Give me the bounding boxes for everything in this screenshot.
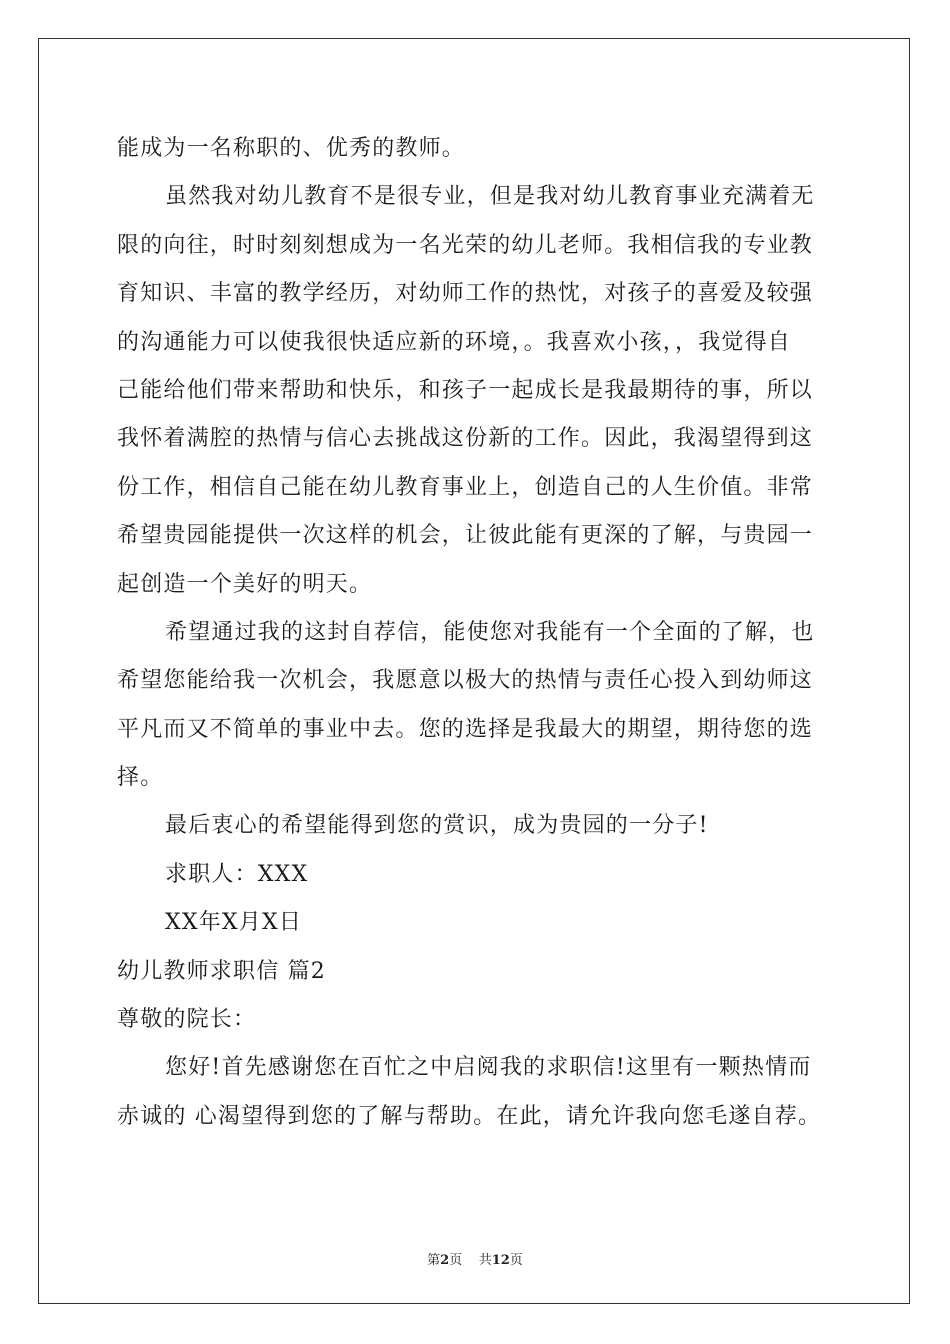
- text-line: 的沟通能力可以使我很快适应新的环境，。我喜欢小孩，，我觉得自: [117, 329, 792, 355]
- text-line: 起创造一个美好的明天。: [117, 571, 373, 597]
- text-line: 育知识、丰富的教学经历，对幼师工作的热忱，对孩子的喜爱及较强: [117, 281, 814, 307]
- text-line: 限的向往，时时刻刻想成为一名光荣的幼儿老师。我相信我的专业教: [117, 232, 814, 258]
- text-line: 希望您能给我一次机会，我愿意以极大的热情与责任心投入到幼师这: [117, 668, 814, 694]
- signature-line: 求职人：XXX: [165, 861, 309, 887]
- text-line: 择。: [117, 765, 164, 791]
- page-prefix: 第: [427, 1253, 441, 1268]
- section-title: 幼儿教师求职信 篇2: [117, 958, 326, 984]
- text-line: 希望贵园能提供一次这样的机会，让彼此能有更深的了解，与贵园一: [117, 523, 814, 549]
- page-suffix: 页: [449, 1253, 463, 1268]
- text-line: 您好!首先感谢您在百忙之中启阅我的求职信!这里有一颗热情而: [165, 1055, 812, 1081]
- text-line: 能成为一名称职的、优秀的教师。: [117, 136, 466, 161]
- text-line: 希望通过我的这封自荐信，能使您对我能有一个全面的了解，也: [165, 619, 815, 645]
- text-line: 己能给他们带来帮助和快乐，和孩子一起成长是我最期待的事，所以: [117, 377, 814, 403]
- text-line: 份工作，相信自己能在幼儿教育事业上，创造自己的人生价值。非常: [117, 474, 814, 500]
- text-line: 平凡而又不简单的事业中去。您的选择是我最大的期望，期待您的选: [117, 716, 814, 742]
- page-current: 2: [440, 1253, 450, 1268]
- salutation: 尊敬的院长：: [117, 1007, 257, 1033]
- page-footer: [0, 1249, 950, 1268]
- text-line: 我怀着满腔的热情与信心去挑战这份新的工作。因此，我渴望得到这: [117, 426, 814, 452]
- page-total: 12: [491, 1253, 510, 1268]
- total-prefix: 共: [478, 1253, 492, 1268]
- text-line: 虽然我对幼儿教育不是很专业，但是我对幼儿教育事业充满着无: [165, 184, 815, 210]
- document-body: [117, 125, 835, 1141]
- text-line: 赤诚的 心渴望得到您的了解与帮助。在此，请允许我向您毛遂自荐。: [117, 1103, 822, 1129]
- text-line: 最后衷心的希望能得到您的赏识，成为贵园的一分子!: [165, 813, 709, 839]
- total-suffix: 页: [509, 1253, 523, 1268]
- date-line: XX年X月X日: [165, 910, 303, 936]
